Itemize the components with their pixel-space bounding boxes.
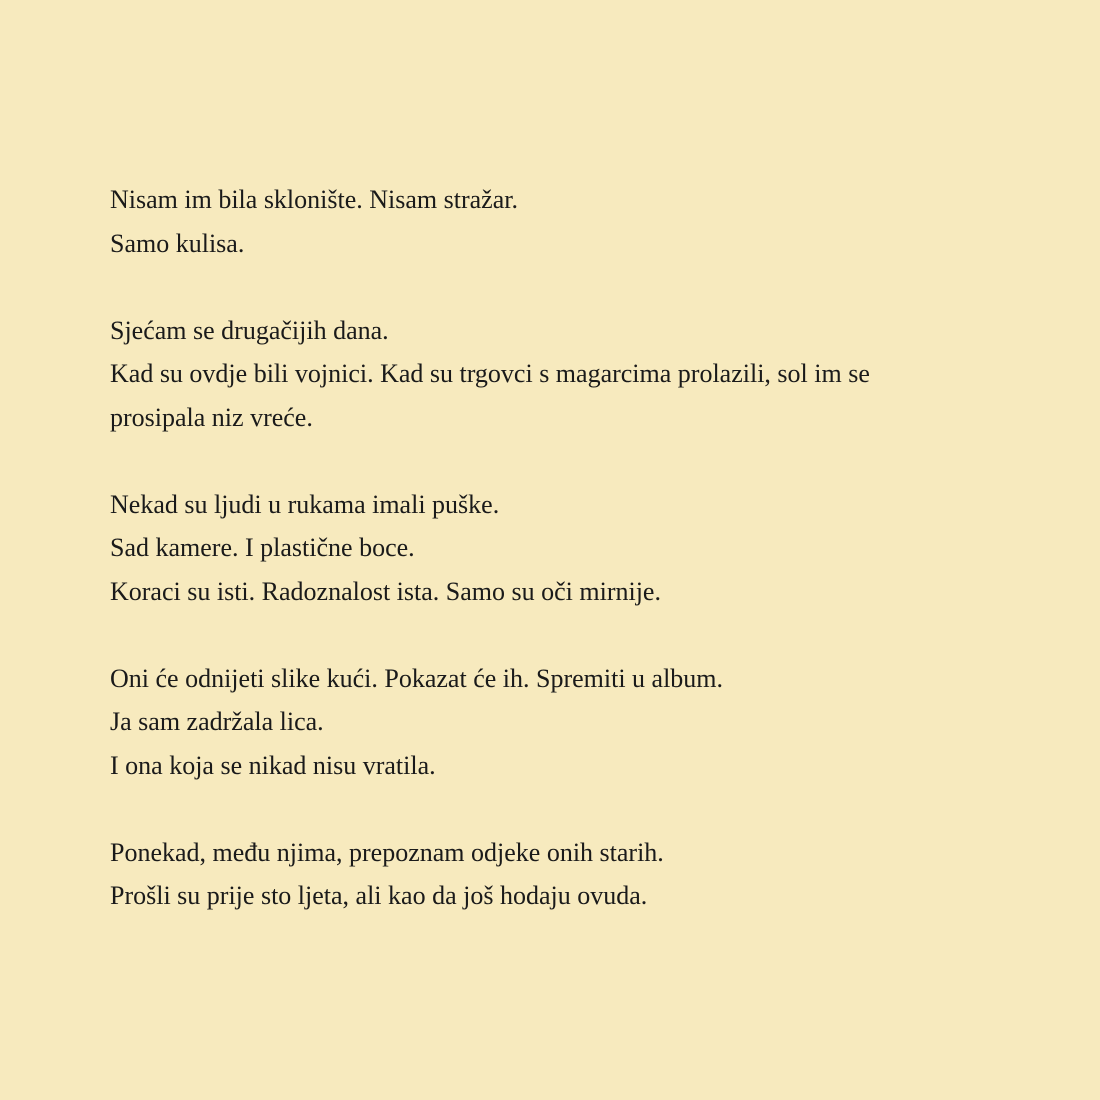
poem-line: Ja sam zadržala lica. bbox=[110, 707, 324, 736]
poem-line: Oni će odnijeti slike kući. Pokazat će ih. Spremiti u album. bbox=[110, 663, 724, 693]
poem-line: Nekad su ljudi u rukama imali puške. bbox=[110, 489, 500, 519]
poem-line: I ona koja se nikad nisu vratila. bbox=[110, 750, 436, 780]
poem-line: Ponekad, među njima, prepoznam odjeke onih starih. bbox=[110, 837, 664, 867]
poem-line: Nisam im bila sklonište. Nisam stražar. bbox=[110, 185, 518, 214]
poem-line: Koraci su isti. Radoznalost ista. Samo su oči mirnije. bbox=[110, 576, 661, 606]
stanza-3 bbox=[110, 483, 1010, 614]
stanza-5 bbox=[110, 831, 1010, 918]
poem-line: Prošli su prije sto ljeta, ali kao da još hodaju ovuda. bbox=[110, 881, 648, 910]
poem-line: prosipala niz vreće. bbox=[110, 402, 313, 432]
stanza-2 bbox=[110, 309, 1010, 440]
poem-line: Kad su ovdje bili vojnici. Kad su trgovci s magarcima prolazili, sol im se bbox=[110, 359, 870, 388]
poem-line: Samo kulisa. bbox=[110, 228, 245, 258]
poem-line: Sjećam se drugačijih dana. bbox=[110, 315, 389, 345]
stanza-1 bbox=[110, 178, 1010, 265]
poem-text bbox=[110, 178, 1010, 918]
stanza-4 bbox=[110, 657, 1010, 788]
poem-line: Sad kamere. I plastične boce. bbox=[110, 533, 415, 562]
